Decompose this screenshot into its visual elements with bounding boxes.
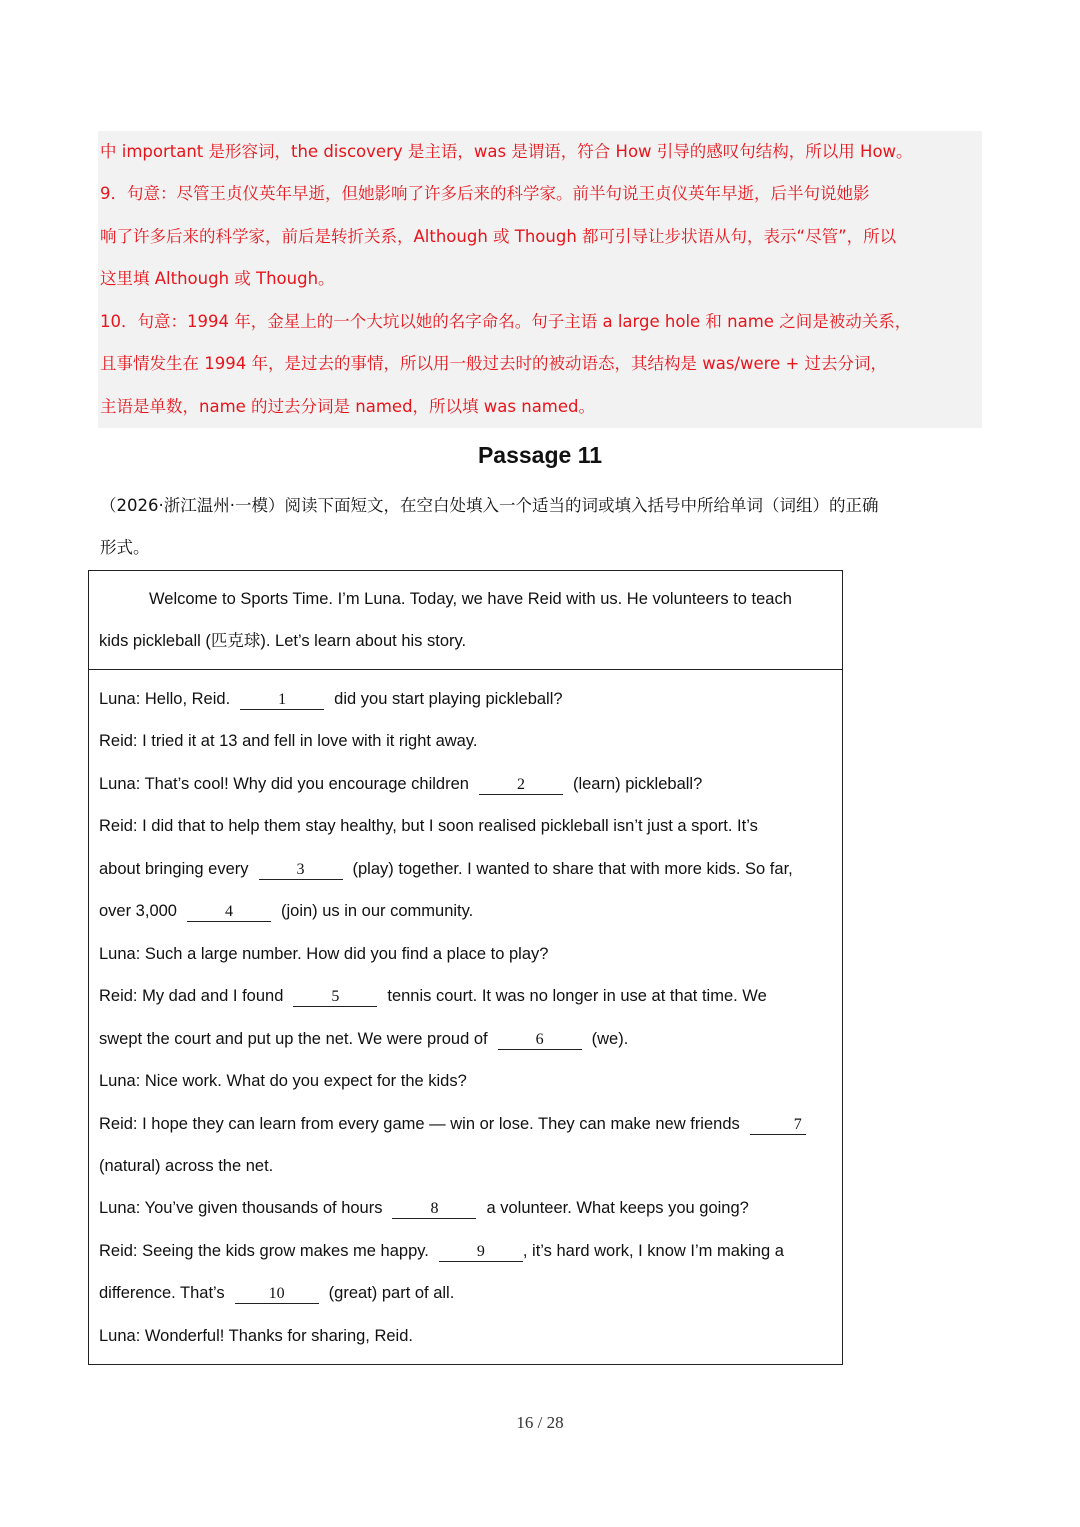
page-number: 16 / 28: [516, 1413, 564, 1432]
dialog-line: about bringing every 3 (play) together. I wanted to share that with more kids. So far,: [99, 860, 793, 878]
answer-line: 9．句意：尽管王贞仪英年早逝，但她影响了许多后来的科学家。前半句说王贞仪英年早逝，后半句说她影: [100, 184, 870, 203]
dialog-line: Luna: Such a large number. How did you find a place to play?: [99, 945, 549, 963]
box-divider: [88, 669, 843, 670]
header-line: kids pickleball (匹克球). Let’s learn about his story.: [99, 632, 467, 650]
answer-line: 中 important 是形容词，the discovery 是主语，was 是谓语，符合 How 引导的感叹句结构，所以用 How。: [100, 142, 913, 161]
dialog-line: over 3,000 4 (join) us in our community.: [99, 902, 474, 920]
answer-line: 响了许多后来的科学家，前后是转折关系，Although 或 Though 都可引导让步状语从句，表示“尽管”，所以: [100, 227, 897, 246]
dialog-line: Reid: My dad and I found 5 tennis court. It was no longer in use at that time. We: [99, 987, 767, 1005]
blank-3[interactable]: 3: [259, 861, 343, 880]
blank-8[interactable]: 8: [392, 1200, 476, 1219]
instructions-line: 形式。: [100, 538, 150, 557]
header-line: Welcome to Sports Time. I’m Luna. Today, we have Reid with us. He volunteers to teach: [149, 590, 792, 608]
blank-1[interactable]: 1: [240, 691, 324, 710]
dialog-line: Reid: I did that to help them stay healthy, but I soon realised pickleball isn’t just a sport. It’s: [99, 817, 758, 835]
blank-6[interactable]: 6: [498, 1031, 582, 1050]
passage-title: Passage 11: [477, 442, 603, 468]
dialog-line: Luna: Wonderful! Thanks for sharing, Reid.: [99, 1327, 413, 1345]
dialog-line: Reid: I tried it at 13 and fell in love with it right away.: [99, 732, 478, 750]
dialog-line: swept the court and put up the net. We were proud of 6 (we).: [99, 1030, 629, 1048]
blank-5[interactable]: 5: [293, 988, 377, 1007]
answer-line: 主语是单数，name 的过去分词是 named，所以填 was named。: [100, 397, 596, 416]
dialog-line: Luna: Nice work. What do you expect for the kids?: [99, 1072, 467, 1090]
blank-4[interactable]: 4: [187, 903, 271, 922]
blank-9[interactable]: 9: [439, 1243, 523, 1262]
answer-line: 这里填 Although 或 Though。: [100, 269, 335, 288]
blank-2[interactable]: 2: [479, 776, 563, 795]
dialog-line: Luna: Hello, Reid. 1 did you start playing pickleball?: [99, 690, 563, 708]
dialog-line: (natural) across the net.: [99, 1157, 274, 1175]
answer-line: 且事情发生在 1994 年，是过去的事情，所以用一般过去时的被动语态，其结构是 was/were + 过去分词，: [100, 354, 888, 373]
dialog-line: Luna: That’s cool! Why did you encourage children 2 (learn) pickleball?: [99, 775, 703, 793]
dialog-line: difference. That’s 10 (great) part of all.: [99, 1284, 455, 1302]
blank-10[interactable]: 10: [235, 1285, 319, 1304]
answer-line: 10．句意：1994 年，金星上的一个大坑以她的名字命名。句子主语 a large hole 和 name 之间是被动关系，: [100, 312, 912, 331]
dialog-line: Reid: Seeing the kids grow makes me happy. 9 , it’s hard work, I know I’m making a: [99, 1242, 784, 1260]
dialog-line: Luna: You’ve given thousands of hours 8 a volunteer. What keeps you going?: [99, 1199, 749, 1217]
blank-7[interactable]: 7: [750, 1116, 806, 1135]
dialog-line: Reid: I hope they can learn from every game — win or lose. They can make new friends 7: [99, 1112, 806, 1136]
instructions-line: （2026·浙江温州·一模）阅读下面短文，在空白处填入一个适当的词或填入括号中所给单词（词组）的正确: [100, 496, 879, 515]
